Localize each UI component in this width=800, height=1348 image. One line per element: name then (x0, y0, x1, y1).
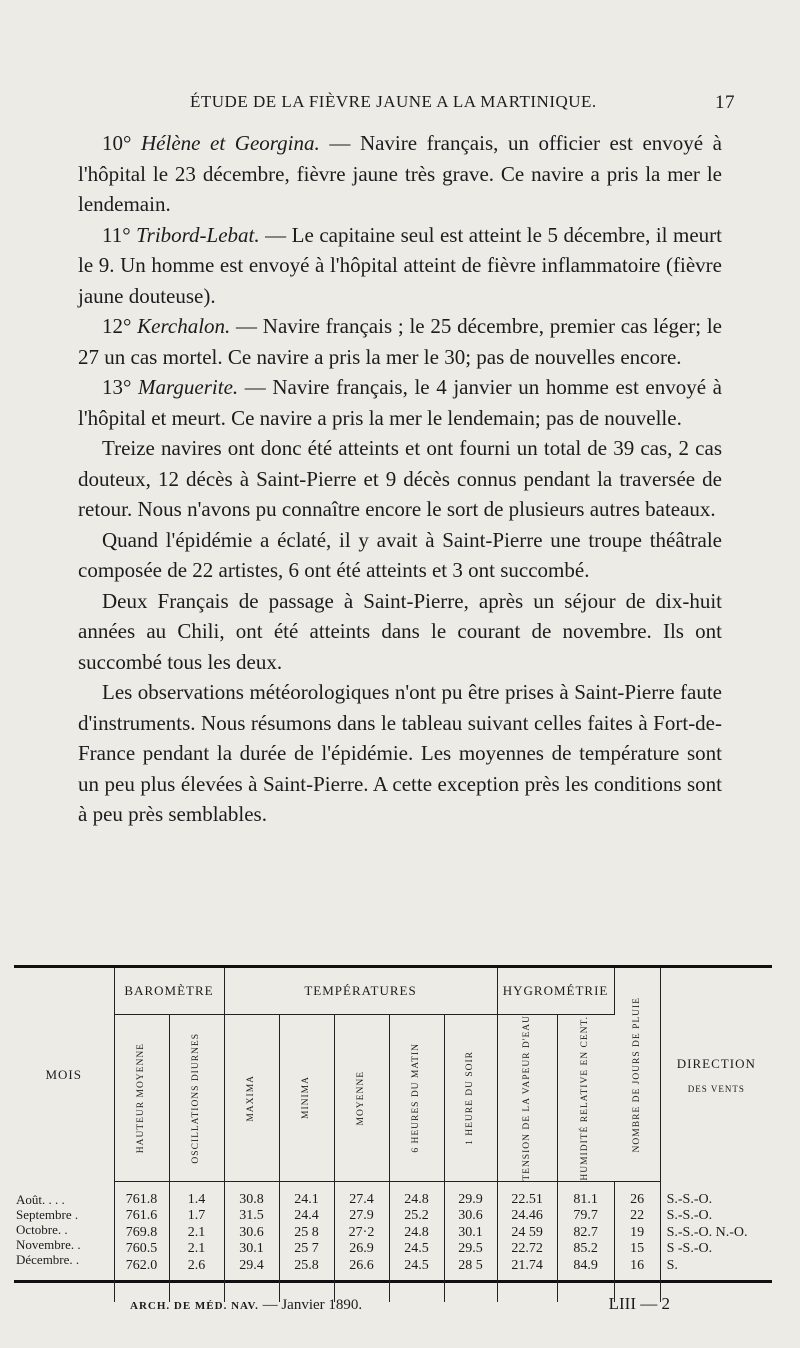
cell-jours-pluie: 19 (630, 1224, 645, 1240)
paragraph (78, 128, 722, 220)
col-jours-pluie (614, 1192, 660, 1302)
paragraph (78, 525, 722, 586)
footer-source-date: — Janvier 1890. (258, 1297, 363, 1313)
hauteur-label: HAUTEUR MOYENNE (136, 1042, 146, 1153)
paragraph-text: Treize navires ont donc été atteints et ont fourni un total de 39 cas, 2 cas douteux, 12 décès à Saint-Pierre et 9 décès connus pendant la traversée de retour. Nous n'avons pu connaître encore le sort de plusieurs autres bateaux. (78, 436, 722, 521)
item-number: 11° (102, 222, 137, 247)
six-heures-header (389, 1015, 444, 1182)
cell-minima: 24.1 (294, 1191, 319, 1207)
col-hauteur (114, 1192, 169, 1302)
jours-pluie-label: NOMBRE DE JOURS DE PLUIE (631, 996, 642, 1153)
item-number: 10° (102, 131, 141, 155)
cell-mois: Octobre. . (16, 1221, 68, 1237)
moyenne-header (334, 1015, 389, 1182)
paragraph (78, 433, 722, 525)
ship-name: Marguerite. (138, 375, 239, 399)
cell-moyenne: 27.4 (349, 1191, 374, 1207)
hygrometrie-header: HYGROMÉTRIE (497, 968, 614, 1015)
mois-header: MOIS (14, 968, 114, 1181)
minima-label: MINIMA (301, 1076, 312, 1120)
humidite-label: HUMIDITÉ RELATIVE EN CENT. (580, 1015, 591, 1181)
maxima-header (224, 1015, 279, 1182)
cell-oscillations: 1.4 (187, 1191, 206, 1207)
cell-une-heure: 28 5 (458, 1257, 483, 1273)
col-minima (279, 1192, 334, 1302)
cell-direction: S.-S.-O. N.-O. (666, 1224, 748, 1240)
cell-moyenne: 26.6 (349, 1257, 374, 1273)
table-spacer-row (14, 1181, 772, 1192)
cell-humidite: 84.9 (573, 1257, 598, 1273)
cell-une-heure: 29.5 (458, 1241, 483, 1257)
page-footer (130, 1294, 670, 1314)
paragraph (78, 220, 722, 312)
running-header (190, 92, 735, 114)
cell-six-heures: 24.5 (404, 1241, 429, 1257)
temperatures-header: TEMPÉRATURES (224, 968, 497, 1015)
cell-minima: 24.4 (294, 1208, 319, 1224)
cell-six-heures: 24.5 (404, 1257, 429, 1273)
cell-oscillations: 2.6 (187, 1257, 206, 1273)
cell-moyenne: 26.9 (349, 1241, 374, 1257)
col-une-heure (444, 1192, 497, 1302)
cell-hauteur: 761.8 (125, 1191, 158, 1207)
cell-tension: 22.51 (511, 1191, 543, 1207)
paragraph (78, 372, 722, 433)
cell-six-heures: 25.2 (404, 1208, 429, 1224)
cell-mois: Décembre. . (16, 1251, 80, 1267)
paragraph-text: Quand l'épidémie a éclaté, il y avait à Saint-Pierre une troupe théâtrale composée de 22 artistes, 6 ont été atteints et 3 ont succombé. (78, 527, 722, 582)
cell-tension: 24 59 (511, 1224, 543, 1240)
col-oscillations (169, 1192, 224, 1302)
paragraph-text: — Navire français, le 4 janvier un homme est envoyé à l'hôpital et meurt. Ce navire a pris la mer le lendemain; pas de nouvelle. (78, 375, 722, 430)
footer-source-abbrev: ARCH. DE MÉD. NAV. (130, 1300, 259, 1312)
page-number: 17 (715, 92, 735, 113)
meteorological-table (14, 965, 772, 1283)
cell-hauteur: 761.6 (125, 1208, 158, 1224)
col-six-heures (389, 1192, 444, 1302)
meteo-table-grid (14, 968, 772, 1302)
cell-humidite: 81.1 (573, 1191, 598, 1207)
cell-moyenne: 27·2 (348, 1224, 375, 1240)
col-mois (14, 1192, 114, 1302)
six-heures-label: 6 HEURES DU MATIN (411, 1043, 422, 1153)
direction-header (660, 968, 772, 1181)
cell-direction: S -S.-O. (666, 1241, 713, 1257)
cell-tension: 24.46 (511, 1208, 543, 1224)
cell-direction: S.-S.-O. (666, 1191, 713, 1207)
cell-mois: Septembre . (16, 1206, 79, 1222)
humidite-header (557, 1015, 614, 1182)
tension-header (497, 1015, 557, 1182)
oscillations-label: OSCILLATIONS DIURNES (191, 1032, 201, 1164)
item-number: 12° (102, 314, 138, 338)
cell-tension: 22.72 (511, 1241, 543, 1257)
une-heure-label: 1 HEURE DU SOIR (465, 1050, 476, 1145)
cell-hauteur: 769.8 (125, 1224, 158, 1240)
col-moyenne (334, 1192, 389, 1302)
barometre-header: BAROMÈTRE (114, 968, 224, 1015)
cell-une-heure: 29.9 (458, 1191, 483, 1207)
hauteur-header (114, 1015, 169, 1182)
col-tension (497, 1192, 557, 1302)
ship-name: Tribord-Lebat. (136, 222, 260, 247)
cell-six-heures: 24.8 (404, 1191, 429, 1207)
body-text (78, 128, 722, 830)
ship-name: Kerchalon. (137, 314, 231, 338)
cell-six-heures: 24.8 (404, 1224, 429, 1240)
cell-maxima: 31.5 (239, 1208, 264, 1224)
cell-maxima: 30.1 (239, 1241, 264, 1257)
cell-jours-pluie: 15 (630, 1241, 645, 1257)
cell-jours-pluie: 22 (630, 1208, 645, 1224)
paragraph-text: — Navire français ; le 25 décembre, premier cas léger; le 27 un cas mortel. Ce navire a pris la mer le 30; pas de nouvelles encore. (78, 314, 723, 369)
paragraph (78, 677, 722, 830)
item-number: 13° (102, 375, 139, 399)
cell-une-heure: 30.1 (458, 1224, 483, 1240)
cell-maxima: 29.4 (239, 1257, 264, 1273)
cell-une-heure: 30.6 (458, 1208, 483, 1224)
cell-moyenne: 27.9 (349, 1208, 374, 1224)
paragraph-text: — Le capitaine seul est atteint le 5 décembre, il meurt le 9. Un homme est envoyé à l'hôpital atteint de fièvre inflammatoire (fièvre jaune douteuse). (78, 222, 722, 308)
cell-minima: 25 8 (294, 1224, 319, 1240)
cell-hauteur: 762.0 (125, 1257, 158, 1273)
jours-pluie-header (614, 968, 660, 1181)
cell-maxima: 30.6 (239, 1224, 264, 1240)
direction-title: DIRECTION (676, 1055, 756, 1071)
cell-humidite: 85.2 (573, 1241, 598, 1257)
cell-minima: 25.8 (294, 1257, 319, 1273)
cell-minima: 25 7 (294, 1241, 319, 1257)
cell-oscillations: 1.7 (187, 1208, 206, 1224)
cell-hauteur: 760.5 (125, 1241, 158, 1257)
moyenne-label: MOYENNE (356, 1070, 367, 1126)
cell-direction: S.-S.-O. (666, 1208, 713, 1224)
paragraph (78, 311, 722, 372)
table-data-row (14, 1192, 772, 1302)
maxima-label: MAXIMA (246, 1074, 257, 1122)
direction-subtitle: DES VENTS (687, 1083, 745, 1094)
minima-header (279, 1015, 334, 1182)
cell-maxima: 30.8 (239, 1191, 264, 1207)
paragraph (78, 586, 722, 678)
cell-mois: Août. . . . (16, 1191, 65, 1207)
paragraph-text: Deux Français de passage à Saint-Pierre, après un séjour de dix-huit années au Chili, ont été atteints dans le courant de novembre. Ils ont succombé tous les deux. (78, 588, 722, 674)
page-header-title: ÉTUDE DE LA FIÈVRE JAUNE A LA MARTINIQUE. (190, 92, 597, 111)
cell-jours-pluie: 16 (630, 1257, 645, 1273)
cell-tension: 21.74 (511, 1257, 543, 1273)
cell-jours-pluie: 26 (630, 1191, 645, 1207)
une-heure-header (444, 1015, 497, 1182)
cell-mois: Novembre. . (16, 1236, 81, 1252)
col-humidite (557, 1192, 614, 1302)
oscillations-header (169, 1015, 224, 1182)
paragraph-text: — Navire français, un officier est envoyé à l'hôpital le 23 décembre, fièvre jaune très grave. Ce navire a pris la mer le lendemain. (78, 131, 722, 216)
cell-humidite: 82.7 (573, 1224, 598, 1240)
cell-oscillations: 2.1 (187, 1224, 206, 1240)
ship-name: Hélène et Georgina. (141, 131, 320, 155)
col-maxima (224, 1192, 279, 1302)
paragraph-text: Les observations météorologiques n'ont pu être prises à Saint-Pierre faute d'instruments. Nous résumons dans le tableau suivant celles faites à Fort-de-France pendant la durée de l'épidémie. Les moyennes de température sont un peu plus élevées à Saint-Pierre. A cette exception près les conditions sont à peu près semblables. (78, 680, 722, 826)
cell-direction: S. (666, 1257, 678, 1273)
footer-signature: LIII — 2 (608, 1294, 670, 1313)
cell-humidite: 79.7 (573, 1208, 598, 1224)
footer-source (130, 1297, 362, 1314)
tension-label: TENSION DE LA VAPEUR D'EAU (521, 1015, 532, 1181)
col-direction (660, 1192, 772, 1302)
cell-oscillations: 2.1 (187, 1241, 206, 1257)
